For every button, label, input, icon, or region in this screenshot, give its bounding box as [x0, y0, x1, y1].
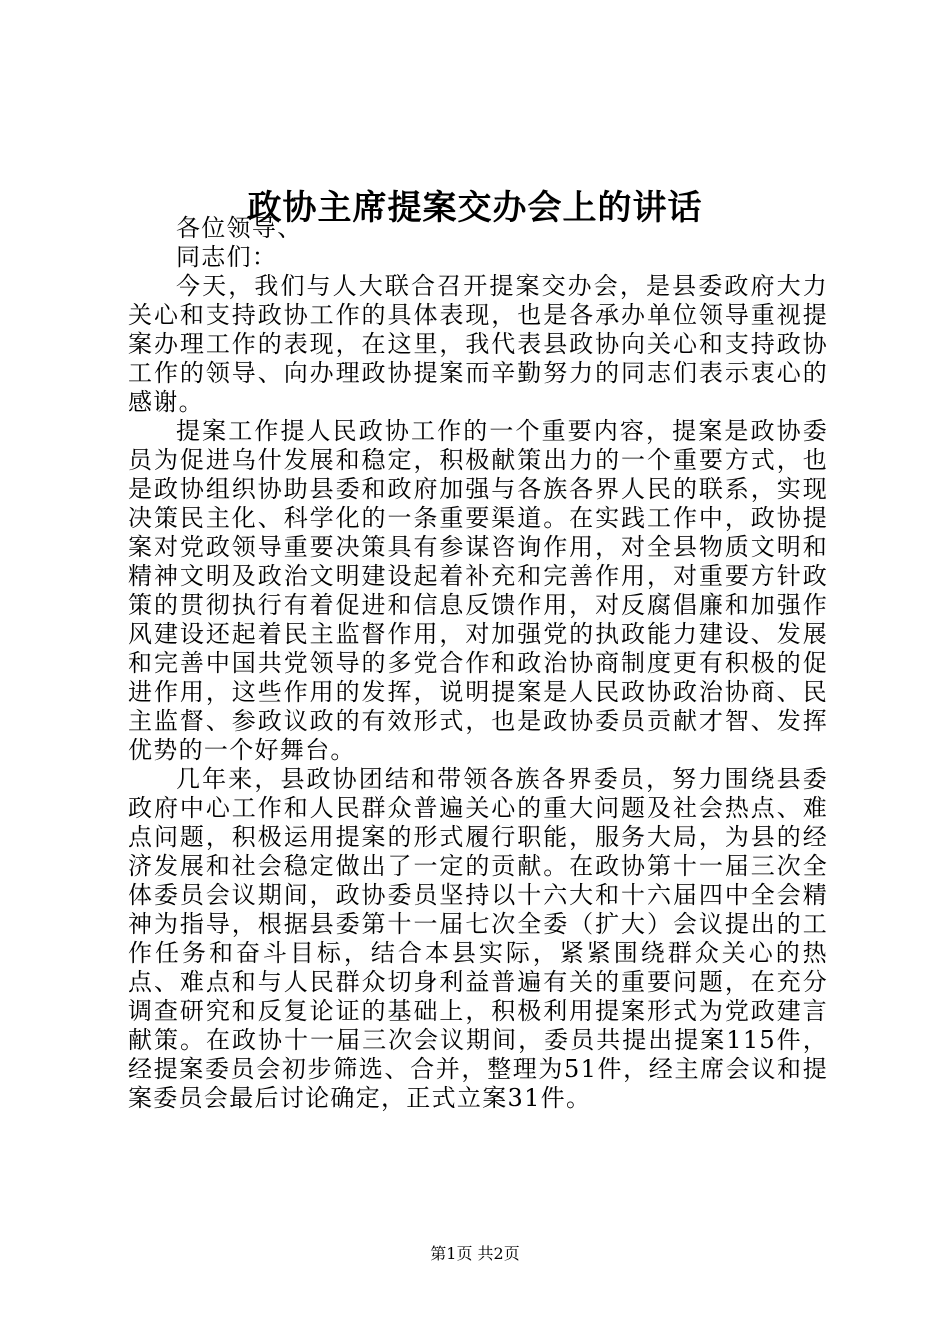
page-number-footer: 第1页 共2页	[430, 1244, 520, 1263]
document-body	[128, 214, 828, 1113]
paragraph-2: 提案工作提人民政协工作的一个重要内容，提案是政协委员为促进乌什发展和稳定，积极献策出力的一个重要方式，也是政协组织协助县委和政府加强与各族各界人民的联系，实现决策民主化、科学化的一条重要渠道。在实践工作中，政协提案对党政领导重要决策具有参谋咨询作用，对全县物质文明和精神文明及政治文明建设起着补充和完善作用，对重要方针政策的贯彻执行有着促进和信息反馈作用，对反腐倡廉和加强作风建设还起着民主监督作用，对加强党的执政能力建设、发展和完善中国共党领导的多党合作和政治协商制度更有积极的促进作用，这些作用的发挥，说明提案是人民政协政治协商、民主监督、参政议政的有效形式，也是政协委员贡献才智、发挥优势的一个好舞台。	[128, 417, 828, 764]
salutation-line-1: 各位领导、	[176, 214, 303, 242]
paragraph-1: 今天，我们与人大联合召开提案交办会，是县委政府大力关心和支持政协工作的具体表现，也是各承办单位领导重视提案办理工作的表现，在这里，我代表县政协向关心和支持政协工作的领导、向办理政协提案而辛勤努力的同志们表示衷心的感谢。	[128, 272, 828, 416]
document-title: 政协主席提案交办会上的讲话	[247, 188, 703, 228]
paragraph-3: 几年来，县政协团结和带领各族各界委员，努力围绕县委政府中心工作和人民群众普遍关心的重大问题及社会热点、难点问题，积极运用提案的形式履行职能，服务大局，为县的经济发展和社会稳定做出了一定的贡献。在政协第十一届三次全体委员会议期间，政协委员坚持以十六大和十六届四中全会精神为指导，根据县委第十一届七次全委（扩大）会议提出的工作任务和奋斗目标，结合本县实际，紧紧围绕群众关心的热点、难点和与人民群众切身利益普遍有关的重要问题，在充分调查研究和反复论证的基础上，积极利用提案形式为党政建言献策。在政协十一届三次会议期间，委员共提出提案115件，经提案委员会初步筛选、合并，整理为51件，经主席会议和提案委员会最后讨论确定，正式立案31件。	[128, 765, 828, 1112]
salutation-line-2: 同志们：	[176, 243, 278, 271]
